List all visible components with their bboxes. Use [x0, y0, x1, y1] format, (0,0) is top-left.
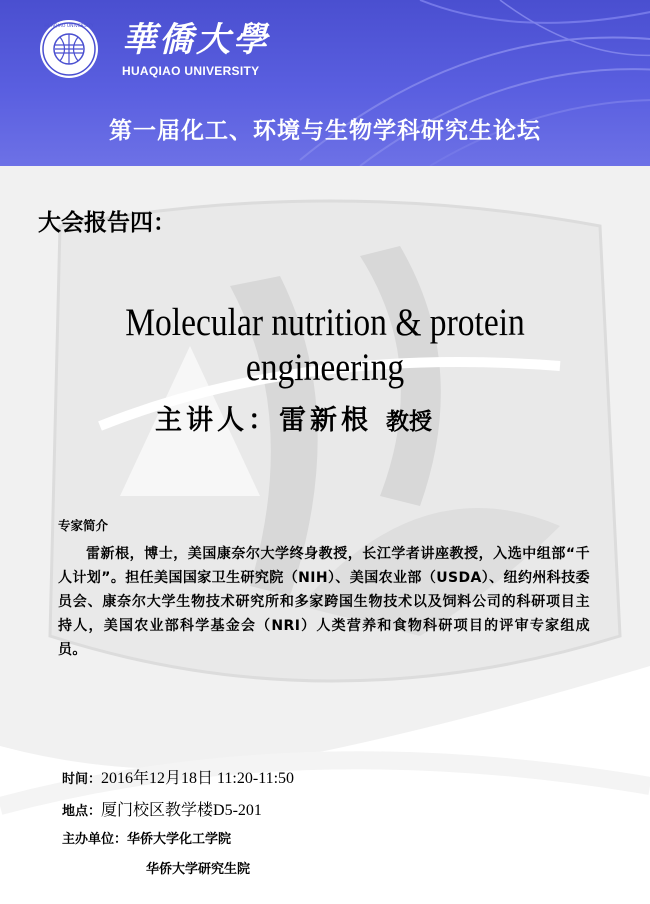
speaker-name: 雷新根 — [279, 405, 372, 436]
time-value: 2016年12月18日 11:20-11:50 — [101, 770, 295, 787]
bio-text: 雷新根，博士，美国康奈尔大学终身教授，长江学者讲座教授，入选中组部“千人计划”。担任美国国家卫生研究院（NIH）、美国农业部（USDA）、纽约州科技委员会、康奈尔大学生物技术研究所和多家跨国生物技术以及饲料公司的科研项目主持人，美国农业部科学基金会（NRI）人类营养和食物科研项目的评审专家组成员。 — [58, 546, 590, 658]
header-banner — [0, 0, 650, 166]
speaker-line — [155, 398, 432, 437]
speaker-rank: 教授 — [386, 409, 432, 435]
speaker-prefix: 主讲人： — [155, 405, 279, 436]
host-value-2: 华侨大学研究生院 — [146, 862, 251, 877]
seal-text: HUAQIAO UNIVERSITY — [44, 24, 94, 29]
place-label: 地点： — [62, 804, 102, 819]
place-value: 厦门校区教学楼D5-201 — [101, 802, 262, 819]
university-name-chinese: 華僑大學 — [122, 20, 270, 60]
host-row-2 — [146, 858, 250, 877]
background-watermark — [0, 166, 650, 904]
time-row — [62, 765, 294, 788]
host-label: 主办单位： — [62, 832, 128, 847]
host-row — [62, 828, 231, 847]
talk-title: Molecular nutrition & protein engineering — [125, 301, 525, 389]
bio-heading: 专家简介 — [58, 518, 109, 533]
host-value-1: 华侨大学化工学院 — [127, 832, 232, 847]
report-label: 大会报告四： — [38, 210, 176, 236]
forum-title: 第一届化工、环境与生物学科研究生论坛 — [109, 118, 541, 144]
time-label: 时间： — [62, 772, 102, 787]
university-name-english: HUAQIAO UNIVERSITY — [122, 64, 260, 78]
place-row — [62, 797, 262, 820]
university-seal-icon — [38, 18, 100, 80]
